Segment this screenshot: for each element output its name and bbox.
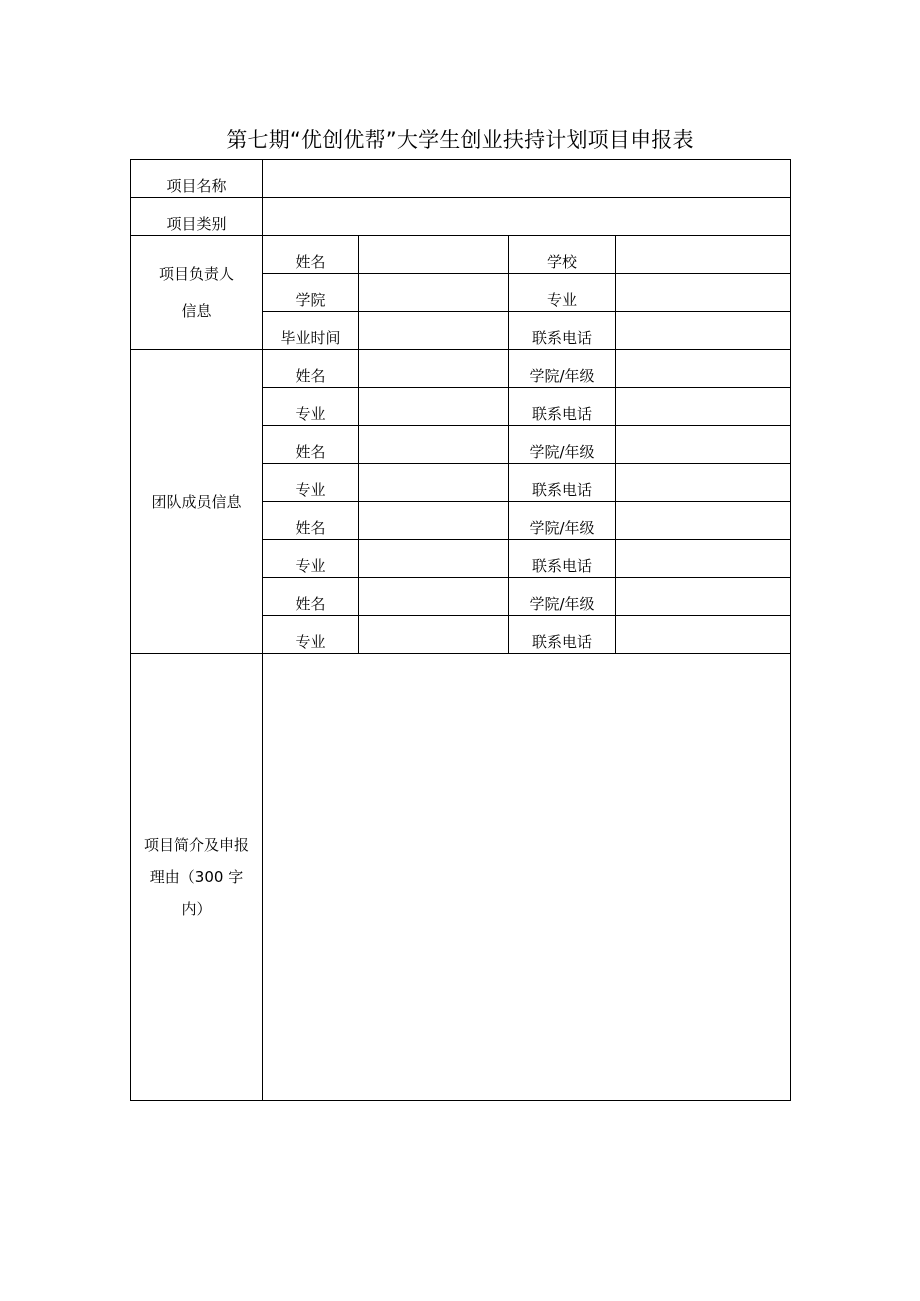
- project-type-row: [131, 198, 791, 236]
- leader-college-label: 学院: [263, 274, 359, 312]
- team-cell-label: 姓名: [263, 578, 359, 616]
- team-cell-field[interactable]: [616, 616, 791, 654]
- project-name-field[interactable]: [263, 160, 791, 198]
- team-cell-label: 专业: [263, 616, 359, 654]
- leader-label-line2: 信息: [181, 301, 212, 320]
- leader-major-field[interactable]: [616, 274, 791, 312]
- team-cell-label: 学院/年级: [509, 426, 616, 464]
- leader-graduation-field[interactable]: [359, 312, 509, 350]
- team-cell-field[interactable]: [359, 426, 509, 464]
- team-cell-field[interactable]: [359, 540, 509, 578]
- team-cell-field[interactable]: [616, 350, 791, 388]
- leader-school-field[interactable]: [616, 236, 791, 274]
- project-name-row: [131, 160, 791, 198]
- leader-graduation-label: 毕业时间: [263, 312, 359, 350]
- project-type-field[interactable]: [263, 198, 791, 236]
- team-row-1: [131, 350, 791, 388]
- team-cell-label: 专业: [263, 388, 359, 426]
- team-cell-label: 联系电话: [509, 388, 616, 426]
- leader-name-field[interactable]: [359, 236, 509, 274]
- intro-label-line3: 内）: [181, 900, 212, 918]
- intro-row: [131, 654, 791, 1101]
- team-cell-label: 联系电话: [509, 464, 616, 502]
- team-cell-label: 学院/年级: [509, 502, 616, 540]
- team-cell-field[interactable]: [616, 426, 791, 464]
- intro-label-line1: 项目简介及申报: [143, 836, 249, 854]
- project-type-label: 项目类别: [131, 198, 263, 236]
- team-cell-field[interactable]: [616, 502, 791, 540]
- project-name-label: 项目名称: [131, 160, 263, 198]
- team-cell-label: 学院/年级: [509, 350, 616, 388]
- application-form-table: [130, 159, 791, 1101]
- team-cell-field[interactable]: [359, 464, 509, 502]
- leader-college-field[interactable]: [359, 274, 509, 312]
- team-cell-label: 姓名: [263, 350, 359, 388]
- team-cell-field[interactable]: [616, 578, 791, 616]
- team-cell-label: 姓名: [263, 426, 359, 464]
- team-cell-label: 专业: [263, 540, 359, 578]
- team-cell-field[interactable]: [616, 464, 791, 502]
- team-cell-label: 联系电话: [509, 616, 616, 654]
- leader-name-label: 姓名: [263, 236, 359, 274]
- team-info-label: 团队成员信息: [131, 350, 263, 654]
- form-title: 第七期“优创优帮”大学生创业扶持计划项目申报表: [226, 128, 694, 152]
- leader-school-label: 学校: [509, 236, 616, 274]
- intro-text-field[interactable]: [263, 654, 791, 1101]
- team-cell-field[interactable]: [616, 540, 791, 578]
- team-cell-field[interactable]: [359, 502, 509, 540]
- team-cell-label: 专业: [263, 464, 359, 502]
- team-cell-field[interactable]: [359, 578, 509, 616]
- team-cell-field[interactable]: [359, 350, 509, 388]
- intro-label-line2: 理由（300 字: [149, 868, 244, 886]
- leader-phone-label: 联系电话: [509, 312, 616, 350]
- leader-row-1: [131, 236, 791, 274]
- team-cell-field[interactable]: [616, 388, 791, 426]
- intro-label: [131, 654, 263, 1101]
- leader-label-line1: 项目负责人: [158, 264, 234, 283]
- team-cell-field[interactable]: [359, 616, 509, 654]
- leader-phone-field[interactable]: [616, 312, 791, 350]
- team-cell-label: 姓名: [263, 502, 359, 540]
- leader-info-label: [131, 236, 263, 350]
- team-cell-field[interactable]: [359, 388, 509, 426]
- team-cell-label: 学院/年级: [509, 578, 616, 616]
- leader-major-label: 专业: [509, 274, 616, 312]
- team-cell-label: 联系电话: [509, 540, 616, 578]
